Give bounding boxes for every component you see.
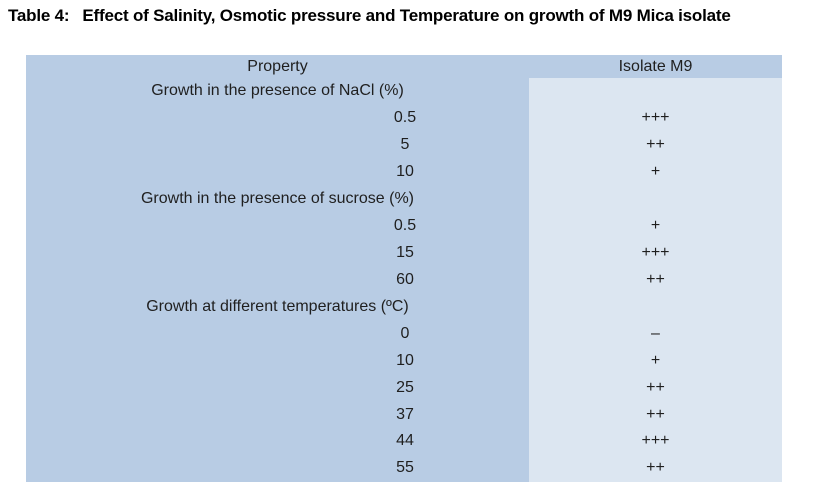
growth-result-cell: + <box>529 213 782 240</box>
property-value-cell: 37 <box>26 401 529 428</box>
property-value-cell: 25 <box>26 374 529 401</box>
section-label-cell: Growth in the presence of NaCl (%) <box>26 78 529 105</box>
growth-result-cell <box>529 293 782 320</box>
growth-result-cell: ++ <box>529 132 782 159</box>
property-value-cell: 0.5 <box>26 213 529 240</box>
growth-result-cell: – <box>529 320 782 347</box>
property-value-cell: 5 <box>26 132 529 159</box>
growth-result-cell: + <box>529 159 782 186</box>
column-header-isolate-m9: Isolate M9 <box>529 55 782 78</box>
property-value-cell: 44 <box>26 428 529 455</box>
growth-result-cell: ++ <box>529 266 782 293</box>
growth-result-cell: +++ <box>529 428 782 455</box>
growth-result-cell: +++ <box>529 105 782 132</box>
table-caption-title: Effect of Salinity, Osmotic pressure and Temperature on growth of M9 Mica isolate <box>82 6 731 25</box>
growth-result-cell: ++ <box>529 455 782 482</box>
growth-result-cell <box>529 186 782 213</box>
property-value-cell: 0.5 <box>26 105 529 132</box>
table-caption-number: Table 4: <box>8 6 70 25</box>
property-value-cell: 15 <box>26 240 529 267</box>
growth-result-cell: ++ <box>529 374 782 401</box>
property-value-cell: 10 <box>26 159 529 186</box>
section-label-cell: Growth in the presence of sucrose (%) <box>26 186 529 213</box>
growth-table <box>26 55 782 482</box>
property-value-cell: 10 <box>26 347 529 374</box>
table-caption <box>8 6 731 26</box>
growth-result-cell: +++ <box>529 240 782 267</box>
column-header-property: Property <box>26 55 529 78</box>
property-value-cell: 0 <box>26 320 529 347</box>
growth-result-cell <box>529 78 782 105</box>
section-label-cell: Growth at different temperatures (ºC) <box>26 293 529 320</box>
property-value-cell: 55 <box>26 455 529 482</box>
growth-result-cell: + <box>529 347 782 374</box>
growth-result-cell: ++ <box>529 401 782 428</box>
property-value-cell: 60 <box>26 266 529 293</box>
